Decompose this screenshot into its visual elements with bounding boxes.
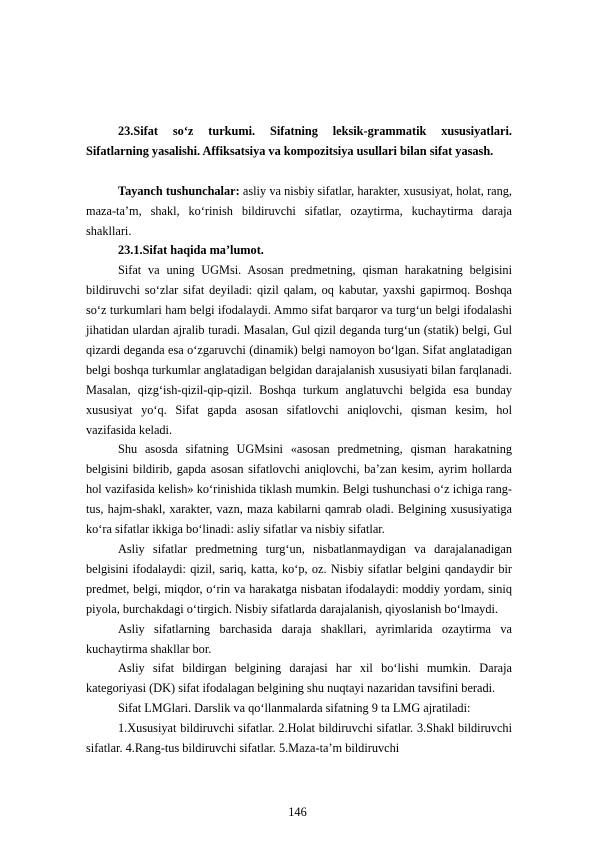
document-body xyxy=(86,122,512,759)
body-paragraph-4: Asliy sifatlarning barchasida daraja shakllari, ayrimlarida ozaytirma va kuchaytirma shakllar bor. xyxy=(86,621,512,656)
key-terms-text: asliy va nisbiy sifatlar, harakter, xususiyat, holat, rang, maza-ta’m, shakl, ko‘rinish bildiruvchi sifatlar, ozaytirma, kuchaytirma daraja shakllari. xyxy=(86,183,512,238)
key-terms-lead: Tayanch tushunchalar: xyxy=(118,183,240,198)
body-paragraph-6: Sifat LMGlari. Darslik va qo‘llanmalarda sifatning 9 ta LMG ajratiladi: xyxy=(118,701,471,716)
page-number: 146 xyxy=(288,805,307,819)
blank-line xyxy=(86,162,512,182)
section-heading: 23.1.Sifat haqida ma’lumot. xyxy=(118,243,264,258)
body-paragraph-2: Shu asosda sifatning UGMsini «asosan predmetning, qisman harakatning belgisini bildirib, gapda asosan sifatlovchi aniqlovchi, ba’zan kesim, ayrim hollarda hol vazifasida kelish» ko‘rinishida tiklash mumkin. Belgi tushunchasi o‘z ichiga rang-tus, hajm-shakl, xarakter, vazn, maza kabilarni qamrab oladi. Belgining xususiyatiga ko‘ra sifatlar ikkiga bo‘linadi: asliy sifatlar va nisbiy sifatlar. xyxy=(86,442,512,537)
body-paragraph-1: Sifat va uning UGMsi. Asosan predmetning, qisman harakatning belgisini bildiruvchi so‘zlar sifat deyiladi: qizil qalam, oq kabutar, yaxshi gapirmoq. Boshqa so‘z turkumlari ham belgi ifodalaydi. Ammo sifat barqaror va turg‘un belgi ifodalashi jihatidan ulardan ajralib turadi. Masalan, Gul qizil deganda turg‘un (statik) belgi, Gul qizardi deganda esa o‘zgaruvchi (dinamik) belgi namoyon bo‘lgan. Sifat anglatadigan belgi boshqa turkumlar anglatadigan belgidan darajalanish xususiyati bilan farqlanadi. Masalan, qizg‘ish-qizil-qip-qizil. Boshqa turkum anglatuvchi belgida esa bunday xususiyat yo‘q. Sifat gapda asosan sifatlovchi aniqlovchi, qisman kesim, hol vazifasida keladi. xyxy=(86,263,512,437)
chapter-title: 23.Sifat so‘z turkumi. Sifatning leksik-grammatik xususiyatlari. Sifatlarning yasalishi. Affiksatsiya va kompozitsiya usullari bilan sifat yasash. xyxy=(86,124,512,158)
body-paragraph-5: Asliy sifat bildirgan belgining darajasi har xil bo‘lishi mumkin. Daraja kategoriyasi (DK) sifat ifodalagan belgining shu nuqtayi nazaridan tavsifini beradi. xyxy=(86,661,512,696)
body-paragraph-3: Asliy sifatlar predmetning turg‘un, nisbatlanmaydigan va darajalanadigan belgisini ifodalaydi: qizil, sariq, katta, ko‘p, oz. Nisbiy sifatlar belgini qandaydir bir predmet, belgi, miqdor, o‘rin va harakatga nisbatan ifodalaydi: moddiy yordam, siniq piyola, burchakdagi o‘tirgich. Nisbiy sifatlarda darajalanish, qiyoslanish bo‘lmaydi. xyxy=(86,542,512,616)
body-paragraph-7: 1.Xususiyat bildiruvchi sifatlar. 2.Holat bildiruvchi sifatlar. 3.Shakl bildiruvchi sifatlar. 4.Rang-tus bildiruvchi sifatlar. 5.Maza-ta’m bildiruvchi xyxy=(86,721,512,756)
key-terms-paragraph xyxy=(86,182,512,242)
